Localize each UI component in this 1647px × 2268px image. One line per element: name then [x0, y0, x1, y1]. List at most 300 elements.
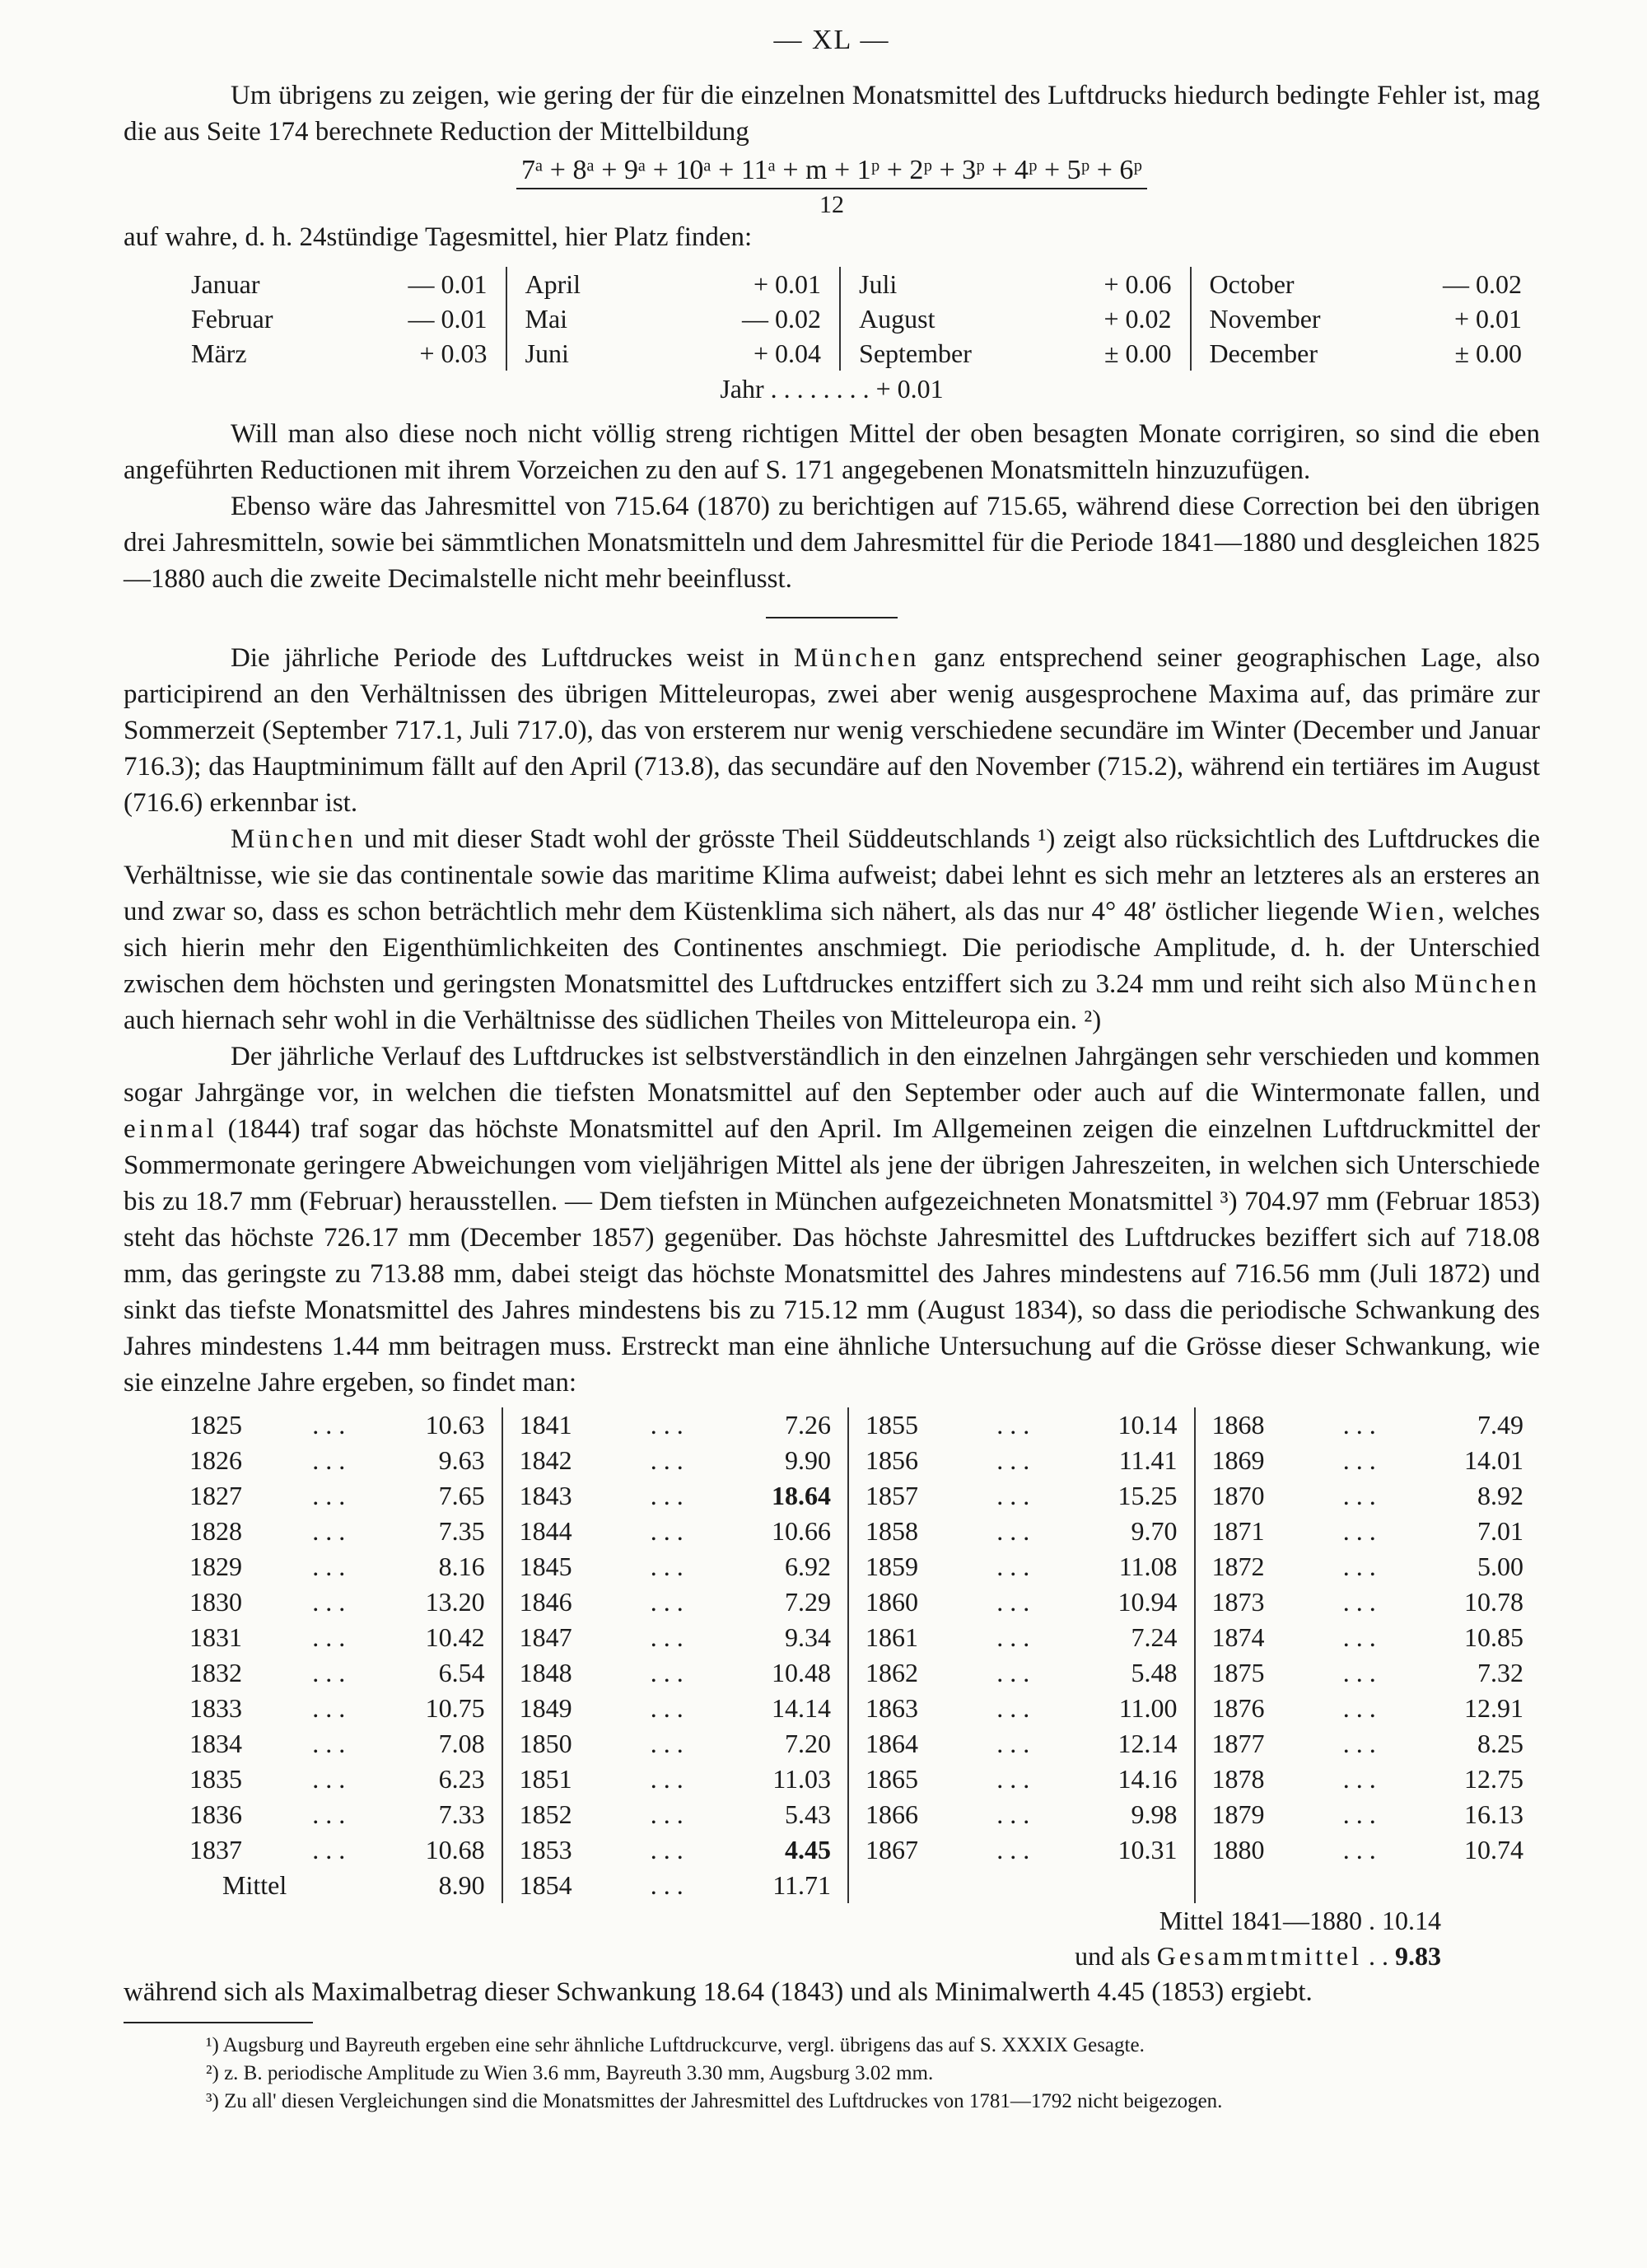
total-mean-value: 9.83	[1395, 1941, 1441, 1971]
year: 1832	[189, 1658, 242, 1687]
formula-numerator: 7ᵃ + 8ᵃ + 9ᵃ + 10ᵃ + 11ᵃ + m + 1ᵖ + 2ᵖ + 3ᵖ + 4ᵖ + 5ᵖ + 6ᵖ	[516, 155, 1147, 189]
year-row	[520, 1584, 831, 1620]
amplitude-value: 14.16	[1117, 1764, 1178, 1794]
dots: . . .	[650, 1552, 684, 1581]
amplitude-value: 7.35	[438, 1516, 485, 1546]
year: 1843	[519, 1481, 572, 1510]
dots: . . .	[1342, 1410, 1376, 1440]
amplitude-value: 11.08	[1118, 1552, 1178, 1581]
amplitude-value: 10.75	[425, 1693, 485, 1723]
year: 1868	[1211, 1410, 1265, 1440]
dots: . . .	[996, 1552, 1030, 1581]
year: 1846	[519, 1587, 572, 1617]
year: 1841	[519, 1410, 572, 1440]
text-segment: auch hiernach sehr wohl in die Verhältnisse des südlichen Theiles von Mitteleuropa ein. ²)	[124, 1006, 1102, 1035]
year: 1879	[1211, 1799, 1265, 1829]
formula	[124, 155, 1540, 219]
after-formula-text: auf wahre, d. h. 24stündige Tagesmittel, hier Platz finden:	[124, 222, 753, 252]
dots: . . .	[312, 1622, 346, 1652]
amplitude-value: 9.34	[785, 1622, 832, 1652]
year-row	[520, 1868, 831, 1903]
year-row	[865, 1691, 1177, 1726]
year-row	[865, 1478, 1177, 1514]
corrections-table	[173, 267, 1540, 371]
year-row	[865, 1726, 1177, 1762]
year: 1828	[189, 1516, 242, 1546]
year: 1826	[189, 1445, 242, 1475]
years-column	[1194, 1407, 1540, 1903]
dots: . . .	[996, 1587, 1030, 1617]
month-name: October	[1209, 269, 1295, 299]
dots: . . .	[312, 1764, 346, 1794]
period-mean-value: 10.14	[1382, 1906, 1441, 1935]
year-row	[865, 1832, 1177, 1868]
dots: . . .	[650, 1693, 684, 1723]
period-mean-row	[124, 1903, 1540, 1939]
year-row	[520, 1691, 831, 1726]
column-mean-row	[189, 1868, 485, 1903]
year: 1870	[1211, 1481, 1265, 1510]
dots: . . .	[996, 1799, 1030, 1829]
amplitude-value: 10.63	[425, 1410, 485, 1440]
amplitude-value: 7.65	[438, 1481, 485, 1510]
month-name: August	[859, 304, 935, 334]
dots: . . .	[650, 1764, 684, 1794]
year: 1847	[519, 1622, 572, 1652]
footnote: ³) Zu all' diesen Vergleichungen sind die Monatsmittes der Jahresmittel des Luftdruckes von 1781—1792 nicht beigezogen.	[206, 2090, 1223, 2112]
amplitude-value: 7.01	[1477, 1516, 1523, 1546]
amplitude-value: 10.31	[1117, 1835, 1178, 1864]
year-row	[1212, 1549, 1523, 1584]
period-mean-label: Mittel 1841—1880	[1159, 1906, 1362, 1935]
correction-row	[859, 336, 1171, 371]
year-row	[189, 1443, 485, 1478]
dots: . . .	[996, 1481, 1030, 1510]
year-row	[520, 1655, 831, 1691]
amplitude-value: 14.01	[1464, 1445, 1523, 1475]
city-name: Wien	[1366, 897, 1438, 926]
dots: . . .	[1342, 1729, 1376, 1758]
dots: . . .	[1342, 1516, 1376, 1546]
dots: . . .	[1342, 1799, 1376, 1829]
year-row	[1212, 1655, 1523, 1691]
amplitude-value: 5.00	[1477, 1552, 1523, 1581]
text-segment: Der jährliche Verlauf des Luftdruckes ist selbstverständlich in den einzelnen Jahrgängen sehr verschieden und kommen sogar Jahrgänge vor, in welchen die tiefsten Monatsmittel auf den September oder auch auf die Wintermonate fallen, und	[124, 1042, 1540, 1108]
year: 1845	[519, 1552, 572, 1581]
formula-denominator: 12	[819, 191, 844, 218]
year-row	[865, 1797, 1177, 1832]
year-row	[865, 1655, 1177, 1691]
month-name: Januar	[191, 269, 260, 299]
total-mean-label: Gesammtmittel	[1156, 1941, 1362, 1971]
month-correction: + 0.04	[753, 338, 822, 368]
amplitude-value: 7.24	[1131, 1622, 1178, 1652]
amplitude-value: 10.94	[1117, 1587, 1178, 1617]
dots: . . .	[1342, 1445, 1376, 1475]
amplitude-value: 18.64	[772, 1481, 832, 1510]
year: 1853	[519, 1835, 572, 1864]
amplitude-value: 7.08	[438, 1729, 485, 1758]
month-name: Juni	[525, 338, 569, 368]
correction-row	[1210, 267, 1522, 301]
dots: . . .	[312, 1693, 346, 1723]
correction-row	[525, 336, 822, 371]
paragraph-2: Ebenso wäre das Jahresmittel von 715.64 (1870) zu berichtigen auf 715.65, während diese Correction bei den übrigen drei Jahresmitteln, sowie bei sämmtlichen Monatsmitteln und dem Jahresmittel für die Periode 1841—1880 und desgleichen 1825—1880 auch die zweite Decimalstelle nicht mehr beeinflusst.	[124, 492, 1540, 594]
year: 1869	[1211, 1445, 1265, 1475]
month-name: April	[525, 269, 581, 299]
year: 1874	[1211, 1622, 1265, 1652]
year: 1860	[865, 1587, 919, 1617]
dots: . . .	[996, 1835, 1030, 1864]
year-row	[1212, 1584, 1523, 1620]
year-row	[520, 1443, 831, 1478]
year-row	[1212, 1443, 1523, 1478]
year: 1852	[519, 1799, 572, 1829]
correction-row	[1210, 336, 1522, 371]
city-name: München	[231, 824, 357, 854]
dots: . . .	[650, 1799, 684, 1829]
year-row	[1212, 1620, 1523, 1655]
year: 1875	[1211, 1658, 1265, 1687]
text-segment: ganz entsprechend seiner geographischen Lage, also participirend an den Verhältnissen des übrigen Mitteleuropas, zwei aber wenig ausgesprochene Maxima auf, das primäre zur Sommerzeit (September 717.1, Juli 717.0), das von ersterem nur wenig verschiedene secundäre im Winter (December und Januar 716.3); das Hauptminimum fällt auf den April (713.8), das secundäre auf den November (715.2), während ein tertiäres im August (716.6) erkennbar ist.	[124, 643, 1541, 818]
dots: . . . . . . . .	[770, 374, 876, 404]
amplitude-value: 15.25	[1117, 1481, 1178, 1510]
year-row	[189, 1584, 485, 1620]
dots: . . .	[650, 1481, 684, 1510]
year-row	[520, 1620, 831, 1655]
year-row	[865, 1443, 1177, 1478]
year-row	[520, 1478, 831, 1514]
amplitude-value: 9.63	[438, 1445, 485, 1475]
amplitude-value: 10.14	[1117, 1410, 1178, 1440]
corrections-column	[506, 267, 840, 371]
dots: . . .	[1342, 1622, 1376, 1652]
amplitude-value: 14.14	[772, 1693, 832, 1723]
city-name: München	[1414, 969, 1540, 999]
dots: . . .	[650, 1658, 684, 1687]
year-row	[1212, 1762, 1523, 1797]
paragraph-4	[124, 821, 1540, 1038]
dots: . . .	[650, 1410, 684, 1440]
year: 1855	[865, 1410, 919, 1440]
dots: . . .	[312, 1552, 346, 1581]
year: 1849	[519, 1693, 572, 1723]
amplitude-value: 9.70	[1131, 1516, 1178, 1546]
year-row	[1212, 1726, 1523, 1762]
year: 1837	[189, 1835, 242, 1864]
year: 1857	[865, 1481, 919, 1510]
year: 1831	[189, 1622, 242, 1652]
year-row	[189, 1514, 485, 1549]
year: 1861	[865, 1622, 919, 1652]
amplitude-value: 11.71	[772, 1870, 832, 1900]
month-name: November	[1209, 304, 1321, 334]
correction-row	[1210, 301, 1522, 336]
amplitude-value: 11.41	[1118, 1445, 1178, 1475]
year-row	[520, 1407, 831, 1443]
year: 1859	[865, 1552, 919, 1581]
paragraph-5	[124, 1038, 1540, 1401]
year-row	[520, 1762, 831, 1797]
dots: . . .	[996, 1516, 1030, 1546]
amplitude-value: 8.16	[438, 1552, 485, 1581]
year: 1858	[865, 1516, 919, 1546]
month-name: Februar	[191, 304, 273, 334]
city-name: München	[793, 643, 920, 673]
yearly-amplitude-table	[173, 1407, 1540, 1903]
year-row	[1212, 1832, 1523, 1868]
correction-row	[525, 267, 822, 301]
month-correction: + 0.03	[419, 338, 488, 368]
amplitude-value: 9.90	[785, 1445, 832, 1475]
text-segment: und mit dieser Stadt wohl der grösste Theil Süddeutschlands ¹) zeigt also rücksichtlich des Luftdruckes die Verhältnisse, wie sie das continentale sowie das maritime Klima aufweist; dabei lehnt es sich mehr an letzteres als an ersteres an und zwar so, dass es schon beträchtlich mehr dem Küstenklima sich nähert, als das nur 4° 48′ östlicher liegende	[124, 824, 1540, 926]
dots: . . .	[996, 1410, 1030, 1440]
dots: .	[1369, 1906, 1382, 1935]
amplitude-value: 9.98	[1131, 1799, 1178, 1829]
dots: . . .	[312, 1587, 346, 1617]
year-row	[520, 1549, 831, 1584]
amplitude-value: 6.54	[438, 1658, 485, 1687]
corrections-column	[839, 267, 1189, 371]
month-correction: — 0.01	[408, 304, 488, 334]
year: 1848	[519, 1658, 572, 1687]
intro-paragraph: Um übrigens zu zeigen, wie gering der für die einzelnen Monatsmittel des Luftdrucks hiedurch bedingte Fehler ist, mag die aus Seite 174 berechnete Reduction der Mittelbildung	[124, 81, 1540, 147]
amplitude-value: 8.92	[1477, 1481, 1523, 1510]
year-row	[865, 1407, 1177, 1443]
amplitude-value: 10.78	[1464, 1587, 1523, 1617]
year-row	[865, 1584, 1177, 1620]
year-row	[189, 1655, 485, 1691]
year: 1830	[189, 1587, 242, 1617]
footnote-divider	[124, 2022, 313, 2023]
years-column	[173, 1407, 502, 1903]
correction-row	[859, 267, 1171, 301]
month-correction: ± 0.00	[1103, 338, 1172, 368]
year-row	[189, 1549, 485, 1584]
dots: . . .	[1342, 1481, 1376, 1510]
year: 1850	[519, 1729, 572, 1758]
amplitude-value: 5.43	[785, 1799, 832, 1829]
year-row	[865, 1762, 1177, 1797]
month-correction: + 0.02	[1103, 304, 1172, 334]
correction-row	[525, 301, 822, 336]
amplitude-value: 8.25	[1477, 1729, 1523, 1758]
amplitude-value: 7.29	[785, 1587, 832, 1617]
amplitude-value: 6.23	[438, 1764, 485, 1794]
year-row	[189, 1478, 485, 1514]
year-row	[865, 1549, 1177, 1584]
dots: . . .	[996, 1658, 1030, 1687]
amplitude-value: 12.14	[1117, 1729, 1178, 1758]
year: 1851	[519, 1764, 572, 1794]
dots: . . .	[312, 1516, 346, 1546]
page-number: — XL —	[773, 25, 890, 55]
amplitude-value: 11.03	[772, 1764, 832, 1794]
correction-row	[191, 267, 488, 301]
amplitude-value: 5.48	[1131, 1658, 1178, 1687]
month-correction: + 0.01	[1453, 304, 1522, 334]
dots: . . .	[650, 1445, 684, 1475]
correction-row	[191, 336, 488, 371]
amplitude-value: 7.49	[1477, 1410, 1523, 1440]
dots: . . .	[312, 1799, 346, 1829]
year: 1842	[519, 1445, 572, 1475]
dots: . . .	[1342, 1587, 1376, 1617]
year-row	[865, 1620, 1177, 1655]
dots: . . .	[1342, 1693, 1376, 1723]
month-name: December	[1209, 338, 1318, 368]
amplitude-value: 7.32	[1477, 1658, 1523, 1687]
year: 1878	[1211, 1764, 1265, 1794]
year-value: + 0.01	[875, 374, 944, 404]
year-row	[189, 1797, 485, 1832]
amplitude-value: 13.20	[425, 1587, 485, 1617]
month-correction: — 0.02	[1443, 269, 1522, 299]
year-correction	[124, 374, 1540, 404]
year: 1871	[1211, 1516, 1265, 1546]
dots: . . .	[312, 1410, 346, 1440]
dots: . . .	[650, 1622, 684, 1652]
year-row	[189, 1691, 485, 1726]
year: 1829	[189, 1552, 242, 1581]
amplitude-value: 6.92	[785, 1552, 832, 1581]
dots: . . .	[996, 1622, 1030, 1652]
amplitude-value: 7.20	[785, 1729, 832, 1758]
emphasis: einmal	[124, 1114, 217, 1144]
total-mean-row	[124, 1939, 1540, 1974]
column-mean-value: 8.90	[438, 1870, 485, 1900]
year: 1854	[519, 1870, 572, 1900]
year-label: Jahr	[720, 374, 764, 404]
dots: . . .	[996, 1445, 1030, 1475]
amplitude-value: 7.26	[785, 1410, 832, 1440]
year-row	[189, 1620, 485, 1655]
years-column	[847, 1407, 1193, 1903]
year-row	[189, 1726, 485, 1762]
amplitude-value: 10.66	[772, 1516, 832, 1546]
month-name: Juli	[859, 269, 898, 299]
year: 1867	[865, 1835, 919, 1864]
year: 1844	[519, 1516, 572, 1546]
year: 1833	[189, 1693, 242, 1723]
dots: . . .	[1342, 1658, 1376, 1687]
year-row	[520, 1832, 831, 1868]
corrections-column	[1190, 267, 1540, 371]
amplitude-value: 7.33	[438, 1799, 485, 1829]
amplitude-value: 10.85	[1464, 1622, 1523, 1652]
month-correction: + 0.01	[753, 269, 822, 299]
dots: . . .	[650, 1835, 684, 1864]
text-segment: Die jährliche Periode des Luftdruckes weist in	[231, 643, 780, 673]
year: 1880	[1211, 1835, 1265, 1864]
years-column	[502, 1407, 847, 1903]
year: 1877	[1211, 1729, 1265, 1758]
dots: . . .	[312, 1729, 346, 1758]
year-row	[520, 1514, 831, 1549]
dots: . .	[1369, 1941, 1395, 1971]
year: 1864	[865, 1729, 919, 1758]
total-mean-prefix: und als	[1075, 1941, 1150, 1971]
dots: . . .	[650, 1729, 684, 1758]
text-segment: (1844) traf sogar das höchste Monatsmittel auf den April. Im Allgemeinen zeigen die einzelnen Luftdruckmittel der Sommermonate geringere Abweichungen vom vieljährigen Mittel als jene der übrigen Jahreszeiten, in welchen sich Unterschiede bis zu 18.7 mm (Februar) herausstellen. — Dem tiefsten in München aufgezeichneten Monatsmittel ³) 704.97 mm (Februar 1853) steht das höchste 726.17 mm (December 1857) gegenüber. Das höchste Jahresmittel des Luftdruckes beziffert sich auf 718.08 mm, das geringste zu 713.88 mm, dabei steigt das höchste Monatsmittel des Jahres mindestens auf 716.56 mm (Juli 1872) und sinkt das tiefste Monatsmittel des Jahres mindestens bis zu 715.12 mm (August 1834), so dass die periodische Schwankung des Jahres mindestens 1.44 mm beitragen muss. Erstreckt man eine ähnliche Untersuchung auf die Grösse dieser Schwankung, wie sie einzelne Jahre ergeben, so findet man:	[124, 1114, 1541, 1398]
month-correction: ± 0.00	[1454, 338, 1522, 368]
final-sentence: während sich als Maximalbetrag dieser Schwankung 18.64 (1843) und als Minimalwerth 4.45 (1853) ergiebt.	[124, 1977, 1313, 2007]
year-row	[1212, 1478, 1523, 1514]
paragraph-3	[124, 640, 1540, 821]
year-row	[865, 1514, 1177, 1549]
year: 1873	[1211, 1587, 1265, 1617]
month-correction: — 0.02	[742, 304, 822, 334]
amplitude-value: 12.75	[1464, 1764, 1523, 1794]
year-row	[1212, 1797, 1523, 1832]
year-row	[189, 1407, 485, 1443]
dots: . . .	[312, 1445, 346, 1475]
year: 1827	[189, 1481, 242, 1510]
year: 1825	[189, 1410, 242, 1440]
dots: . . .	[996, 1764, 1030, 1794]
year: 1856	[865, 1445, 919, 1475]
section-divider	[766, 617, 898, 618]
dots: . . .	[1342, 1552, 1376, 1581]
year-row	[1212, 1691, 1523, 1726]
paragraph-1: Will man also diese noch nicht völlig streng richtigen Mittel der oben besagten Monate corrigiren, so sind die eben angeführten Reductionen mit ihrem Vorzeichen zu den auf S. 171 angegebenen Monatsmitteln hinzuzufügen.	[124, 419, 1540, 485]
correction-row	[191, 301, 488, 336]
year-row	[1212, 1514, 1523, 1549]
month-correction: + 0.06	[1103, 269, 1172, 299]
year: 1863	[865, 1693, 919, 1723]
dots: . . .	[312, 1835, 346, 1864]
year: 1834	[189, 1729, 242, 1758]
year-row	[189, 1762, 485, 1797]
amplitude-value: 10.42	[425, 1622, 485, 1652]
amplitude-value: 12.91	[1464, 1693, 1523, 1723]
dots: . . .	[650, 1516, 684, 1546]
amplitude-value: 10.68	[425, 1835, 485, 1864]
column-mean-label: Mittel	[222, 1870, 287, 1900]
amplitude-value: 11.00	[1118, 1693, 1178, 1723]
amplitude-value: 16.13	[1464, 1799, 1523, 1829]
year-row	[520, 1726, 831, 1762]
year: 1836	[189, 1799, 242, 1829]
month-correction: — 0.01	[408, 269, 488, 299]
year: 1876	[1211, 1693, 1265, 1723]
year-row	[520, 1797, 831, 1832]
dots: . . .	[996, 1729, 1030, 1758]
dots: . . .	[650, 1870, 684, 1900]
dots: . . .	[650, 1587, 684, 1617]
amplitude-value: 4.45	[785, 1835, 832, 1864]
correction-row	[859, 301, 1171, 336]
year: 1865	[865, 1764, 919, 1794]
page	[124, 25, 1540, 2116]
footnote: ²) z. B. periodische Amplitude zu Wien 3.6 mm, Bayreuth 3.30 mm, Augsburg 3.02 mm.	[206, 2062, 934, 2084]
amplitude-value: 10.74	[1464, 1835, 1523, 1864]
dots: . . .	[996, 1693, 1030, 1723]
month-name: Mai	[525, 304, 568, 334]
year-row	[189, 1832, 485, 1868]
year-row	[1212, 1407, 1523, 1443]
dots: . . .	[312, 1481, 346, 1510]
dots: . . .	[1342, 1764, 1376, 1794]
year: 1835	[189, 1764, 242, 1794]
corrections-column	[173, 267, 506, 371]
text-segment: , welches sich hierin mehr den Eigenthümlichkeiten des Continentes anschmiegt. Die periodische Amplitude, d. h. der Unterschied zwischen dem höchsten und geringsten Monatsmittel des Luftdruckes entziffert sich zu 3.24 mm und reiht sich also	[124, 897, 1540, 999]
year: 1862	[865, 1658, 919, 1687]
dots: . . .	[312, 1658, 346, 1687]
footnote: ¹) Augsburg und Bayreuth ergeben eine sehr ähnliche Luftdruckcurve, vergl. übrigens das auf S. XXXIX Gesagte.	[206, 2034, 1145, 2056]
month-name: September	[859, 338, 972, 368]
year: 1866	[865, 1799, 919, 1829]
